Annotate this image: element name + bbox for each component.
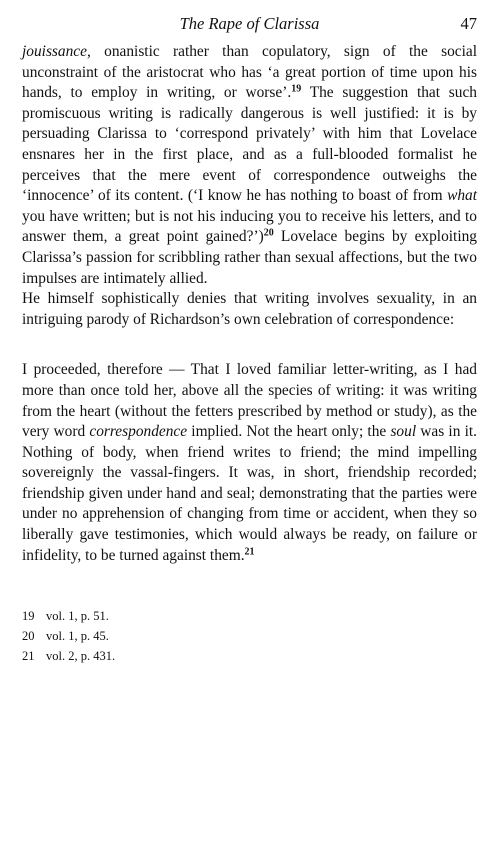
text-run: Lovelace begins by exploiting Clarissa’s passion for scribbling rather than sexual affections, but the two impulses are intimately allied. [22, 228, 477, 287]
text-run: I proceeded, therefore — That I loved familiar letter-writing, as I had more than once told her, above all the species of writing: it was writing from the heart (without the fetters prescribed by method or study), as the very word [22, 361, 477, 441]
running-title: The Rape of Clarissa [179, 14, 320, 33]
footnote-21 [22, 646, 477, 666]
italic-term: what [447, 187, 477, 205]
footnote-ref-19[interactable]: 19 [291, 83, 302, 95]
footnote-ref-20[interactable]: 20 [263, 227, 274, 239]
footnote-number: 19 [22, 609, 35, 624]
footnote-number: 21 [22, 649, 35, 664]
footnote-text: vol. 1, p. 45. [46, 629, 109, 644]
footnote-19 [22, 606, 477, 626]
running-header [22, 14, 477, 40]
page-number: 47 [460, 14, 477, 33]
footnote-number: 20 [22, 629, 35, 644]
footnote-text: vol. 1, p. 51. [46, 609, 109, 624]
footnote-text: vol. 2, p. 431. [46, 649, 116, 664]
italic-term: correspondence [89, 423, 188, 441]
book-page [22, 14, 477, 666]
body-paragraph-1 [22, 42, 477, 289]
footnote-20 [22, 626, 477, 646]
body-paragraph-2: He himself sophistically denies that writing involves sexuality, in an intriguing parody of Richardson’s own celebration of correspondence: [22, 290, 477, 328]
text-run: was in it. Nothing of body, when friend writes to friend; the mind impelling sovereignly the vassal-fingers. It was, in short, friendship recorded; friendship given under hand and seal; demonstrating that the parties were under no apprehension of changing from time or accident, when they so liberally gave testimonies, which would always be ready, on failure or infidelity, to be turned against them. [22, 423, 477, 564]
italic-term: soul [390, 423, 417, 441]
block-quote [22, 360, 477, 566]
footnotes [22, 606, 477, 666]
text-run: The suggestion that such promiscuous writing is radically dangerous is well justified: it is by persuading Clarissa to ‘correspond privately’ with him that Lovelace ensnares her in the first place, and as a full-blooded formalist he perceives that the mere event of correspondence outweighs the ‘innocence’ of its content. (‘I know he has nothing to boast of from [22, 84, 477, 205]
text-run: you have written; but is not his inducing you to receive his letters, and to answer them, a great point gained?’) [22, 207, 477, 246]
footnote-ref-21[interactable]: 21 [244, 546, 255, 558]
italic-term: jouissance [22, 43, 87, 60]
text-run: , onanistic rather than copulatory, sign of the social unconstraint of the aristocrat who has ‘a great portion of time upon his hands, to employ in writing, or worse’. [22, 43, 477, 102]
text-run: implied. Not the heart only; the [187, 423, 391, 441]
